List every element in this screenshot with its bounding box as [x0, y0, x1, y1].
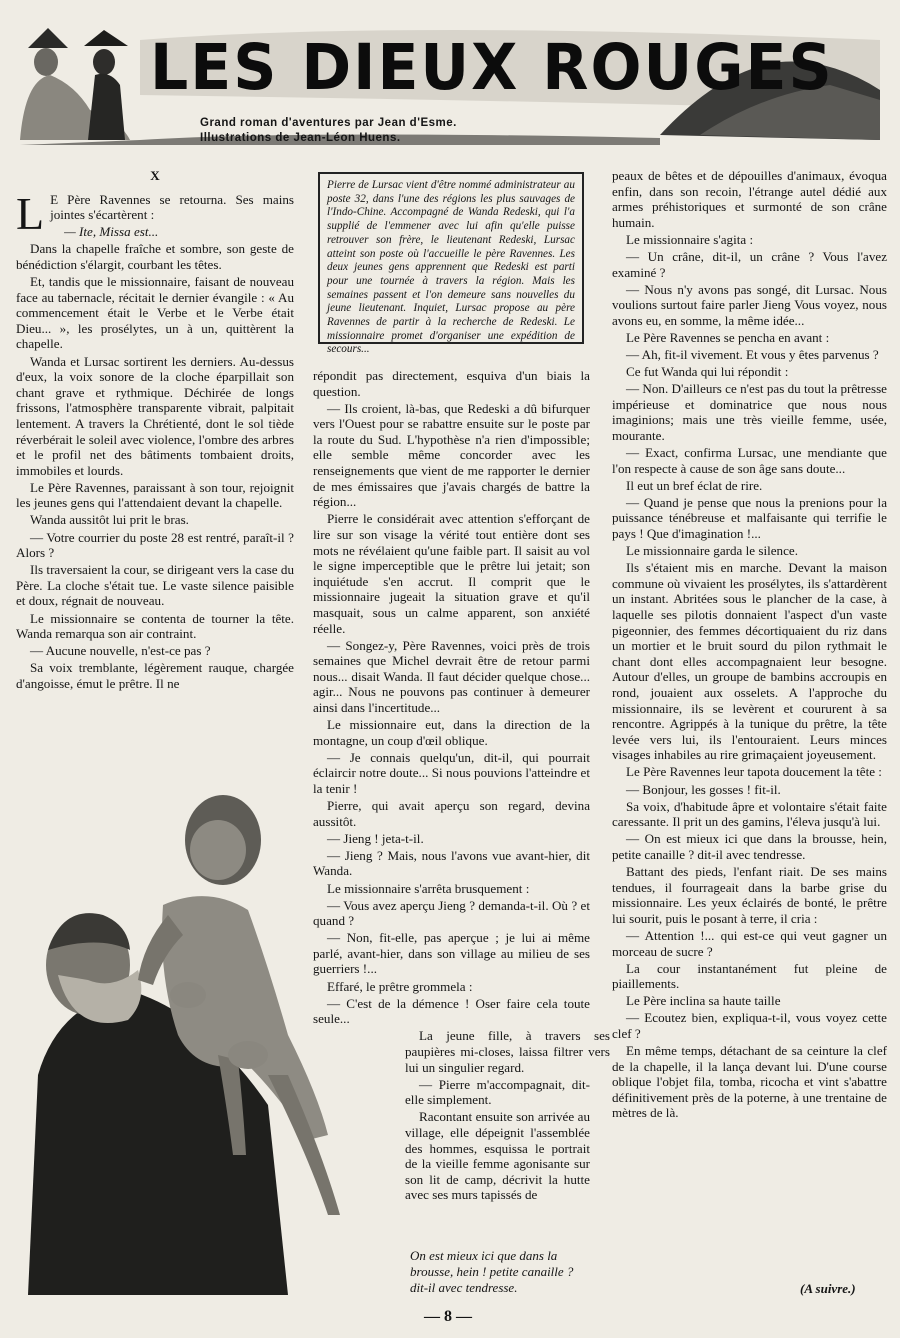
paragraph: Le Père Ravennes se pencha en avant : — [626, 329, 830, 345]
paragraph: Le Père Ravennes leur tapota doucement la tête : — [626, 764, 882, 780]
paragraph: — Non. D'ailleurs ce n'est pas du tout la prêtresse impérieuse et dominatrice que nous nous imaginions; mais une très vieille femme, usée, mourante. — [612, 381, 887, 443]
paragraph: Le missionnaire eut, dans la direction de la montagne, un coup d'œil oblique. — [313, 717, 590, 748]
paragraph: En même temps, détachant de sa ceinture la clef de la chapelle, il la lança devant lui. D'une course oblique l'objet fila, tomba, ricocha et vint s'abattre définitivement près de la poterne, à une trentaine de mètres de là. — [612, 1043, 887, 1121]
paragraph: Le missionnaire se contenta de tourner la tête. Wanda remarqua son air contraint. — [16, 610, 294, 642]
paragraph: Pierre le considérait avec attention s'efforçant de lire sur son visage la vérité tout entière dont ses mots ne révélaient qu'une faible part. Il saisit au vol le signe imperceptible que le prêtre lui jetait; son inquiétude s'en accrut. Il comprit que le missionnaire jugeait la situation grave et qu'il masquait, sous un calme apparent, son anxiété réelle. — [313, 511, 590, 636]
paragraph: — Ah, fit-il vivement. Et vous y êtes parvenus ? — [626, 347, 879, 363]
paragraph: — Jieng ! jeta-t-il. — [327, 830, 424, 846]
paragraph: — Attention !... qui est-ce qui veut gagner un morceau de sucre ? — [612, 927, 887, 959]
to-be-continued: (A suivre.) — [800, 1281, 856, 1296]
byline-illustrator: Illustrations de Jean-Léon Huens. — [200, 132, 401, 144]
paragraph: Pierre, qui avait aperçu son regard, devina aussitôt. — [313, 798, 590, 829]
paragraph: Le Père Ravennes, paraissant à son tour, rejoignit les jeunes gens qui l'attendaient devant la chapelle. — [16, 479, 294, 511]
paragraph: Ce fut Wanda qui lui répondit : — [626, 364, 789, 380]
paragraph: — Vous avez aperçu Jieng ? demanda-t-il. Où ? et quand ? — [313, 897, 590, 929]
missionary-child-illustration — [18, 775, 348, 1295]
column-3 — [612, 168, 887, 1123]
paragraph: Battant des pieds, l'enfant riait. De ses mains tendues, il fourrageait dans la barbe grise du missionnaire. Les yeux éclairés de bonté, le prêtre lui sourit, puis le posant à terre, il cria : — [612, 864, 887, 926]
page-title: LES DIEUX ROUGES — [150, 31, 834, 105]
illustration-caption: On est mieux ici que dans la brousse, hein ! petite canaille ? dit-il avec tendresse. — [410, 1248, 574, 1295]
paragraph: répondit pas directement, esquiva d'un biais la question. — [313, 368, 590, 399]
page-header — [0, 0, 900, 150]
paragraph: Il eut un bref éclat de rire. — [626, 477, 763, 493]
paragraph: La jeune fille, à travers ses paupières mi-closes, laissa filtrer vers lui un singulier regard. — [405, 1028, 610, 1075]
paragraph: — On est mieux ici que dans la brousse, hein, petite canaille ? dit-il avec tendresse. — [612, 831, 887, 862]
paragraph: Effaré, le prêtre grommela : — [327, 978, 473, 994]
paragraph: peaux de bêtes et de dépouilles d'animaux, évoqua enfin, dans son recoin, l'étrange autel dédié aux armes préhistoriques et surmonté de son crâne humain. — [612, 168, 887, 230]
paragraph: — Songez-y, Père Ravennes, voici près de trois semaines que Michel devrait être de retour parmi nous... disait Wanda. Il faut décider quelque chose... agir... Nous ne pouvons pas continuer à demeurer ainsi dans l'incertitude... — [313, 637, 590, 715]
drop-cap: L — [16, 187, 45, 239]
paragraph: Ils s'étaient mis en marche. Devant la maison commune où vivaient les prosélytes, ils s'attardèrent un instant. Abritées sous le plancher de la case, à laquelle ses pilotis donnaient l'aspect d'un vaste pigeonnier, des femmes décortiquaient du riz dans un mortier et le bruit sourd du pilon rythmait le chant dont elles accompagnaient leur besogne. Autour d'elles, un groupe de bambins accroupis en rond, jouaient aux osselets. A l'approche du missionnaire, ils se levèrent et coururent à sa rencontre. Agrippés à la tunique du prêtre, la tête levée vers lui, ils l'entouraient. Leurs minces visages inhabiles au rire grimaçaient joyeusement. — [612, 560, 887, 763]
paragraph: — Quand je pense que nous la prenions pour la puissance ténébreuse et malfaisante qui terrifie le pays ! Que d'imagination !... — [612, 494, 887, 542]
paragraph: Racontant ensuite son arrivée au village, elle dépeignit l'assemblée des hommes, esquissa le portrait de la vieille femme agonisante sur son lit de camp, décrivit la hutte avec ses murs tapissés de — [405, 1109, 590, 1203]
paragraph: Wanda aussitôt lui prit le bras. — [30, 512, 189, 528]
paragraph: Wanda et Lursac sortirent les derniers. Au-dessus d'eux, la voix sonore de la cloche éparpillait son chant grave et rythmique. Déchirée de longs frissons, l'atmosphère transparente vibrait, palpitait lentement. A travers la Chrétienté, dont le sol tiède réverbérait le soleil avec violence, l'ombre des arbres et le profil net des bâtiments tombaient droits, immobiles et lourds. — [16, 353, 294, 478]
paragraph: — Ite, Missa est... — [64, 224, 159, 240]
byline — [200, 116, 457, 146]
summary-box: Pierre de Lursac vient d'être nommé administrateur au poste 32, dans l'une des régions les plus sauvages de l'Indo-Chine. Accompagné de Wanda Redeski, qui l'a supplié de l'emmener avec lui afin qu'elle puisse retrouver son frère, le lieutenant Redeski, Lursac atteint son poste où l'accueille le père Ravennes. Les deux jeunes gens apprennent que Redeski est parti pour une tournée à travers la région. Mais les semaines passent et l'on demeure sans nouvelles du jeune lieutenant. Inquiet, Lursac propose au père Ravennes de partir à la recherche de Redeski. Le missionnaire promet d'organiser une expédition de secours... — [318, 172, 584, 344]
chapter-number: X — [150, 168, 160, 183]
paragraph: L E Père Ravennes se retourna. Ses mains jointes s'écartèrent : — [16, 187, 294, 239]
column-2 — [313, 368, 610, 1204]
paragraph: — Pierre m'accompagnait, dit-elle simplement. — [405, 1076, 590, 1108]
byline-author: Grand roman d'aventures par Jean d'Esme. — [200, 117, 457, 129]
paragraph: Le missionnaire s'arrêta brusquement : — [327, 880, 530, 896]
paragraph: — Un crâne, dit-il, un crâne ? Vous l'avez examiné ? — [612, 248, 887, 280]
page-number: — 8 — — [424, 1308, 472, 1325]
column-1 — [16, 168, 294, 693]
paragraph: — Bonjour, les gosses ! fit-il. — [626, 781, 781, 797]
paragraph: Le Père inclina sa haute taille — [626, 993, 781, 1009]
paragraph: Le missionnaire garda le silence. — [626, 543, 798, 559]
paragraph: — Ecoutez bien, expliqua-t-il, vous voyez cette clef ? — [612, 1010, 887, 1041]
paragraph: — C'est de la démence ! Oser faire cela toute seule... — [313, 995, 590, 1027]
paragraph: Le missionnaire s'agita : — [626, 231, 754, 247]
paragraph: Dans la chapelle fraîche et sombre, son geste de bénédiction s'élargit, courbant les têtes. — [16, 241, 294, 272]
paragraph: — Non, fit-elle, pas aperçue ; je lui ai même parlé, avant-hier, dans son village au milieu de ses guerriers !... — [313, 930, 590, 977]
paragraph: Sa voix, d'habitude âpre et volontaire s'était faite caressante. Il prit un des gamins, l'éleva jusqu'à lui. — [612, 798, 887, 830]
paragraph: — Aucune nouvelle, n'est-ce pas ? — [30, 643, 211, 659]
paragraph: Sa voix tremblante, légèrement rauque, chargée d'angoisse, émut le prêtre. Il ne — [16, 660, 294, 691]
paragraph: — Je connais quelqu'un, dit-il, qui pourrait éclaircir notre doute... Si nous pouvions l'atteindre et la tenir ! — [313, 749, 590, 796]
paragraph: — Exact, confirma Lursac, une mendiante que l'on respecte à cause de son âge sans doute... — [612, 445, 887, 476]
paragraph: — Jieng ? Mais, nous l'avons vue avant-hier, dit Wanda. — [313, 847, 590, 879]
paragraph: — Ils croient, là-bas, que Redeski a dû bifurquer vers l'Ouest pour se rabattre ensuite sur le poste par la route du Sud. L'hypothèse n'a rien d'impossible; elle semble même concorder avec les renseignements que vient de me rapporter le dernier de mes émissaires que j'avais chargés de battre la région... — [313, 400, 590, 510]
paragraph: Et, tandis que le missionnaire, faisant de nouveau face au tabernacle, récitait le dernier évangile : « Au commencement était le Verbe et le Verbe était Dieu... », les prosélytes, un à un, quittèrent la chapelle. — [16, 274, 294, 352]
paragraph: La cour instantanément fut pleine de piaillements. — [612, 960, 887, 992]
paragraph: — Votre courrier du poste 28 est rentré, paraît-il ? Alors ? — [16, 529, 294, 561]
paragraph: — Nous n'y avons pas songé, dit Lursac. Nous voulions surtout faire parler Jieng Vous voyez, nous avons eu, en somme, la même idée... — [612, 281, 887, 328]
paragraph: Ils traversaient la cour, se dirigeant vers la case du Père. La cloche s'était tue. Le vaste silence paisible et doux, régnait de nouveau. — [16, 562, 294, 609]
